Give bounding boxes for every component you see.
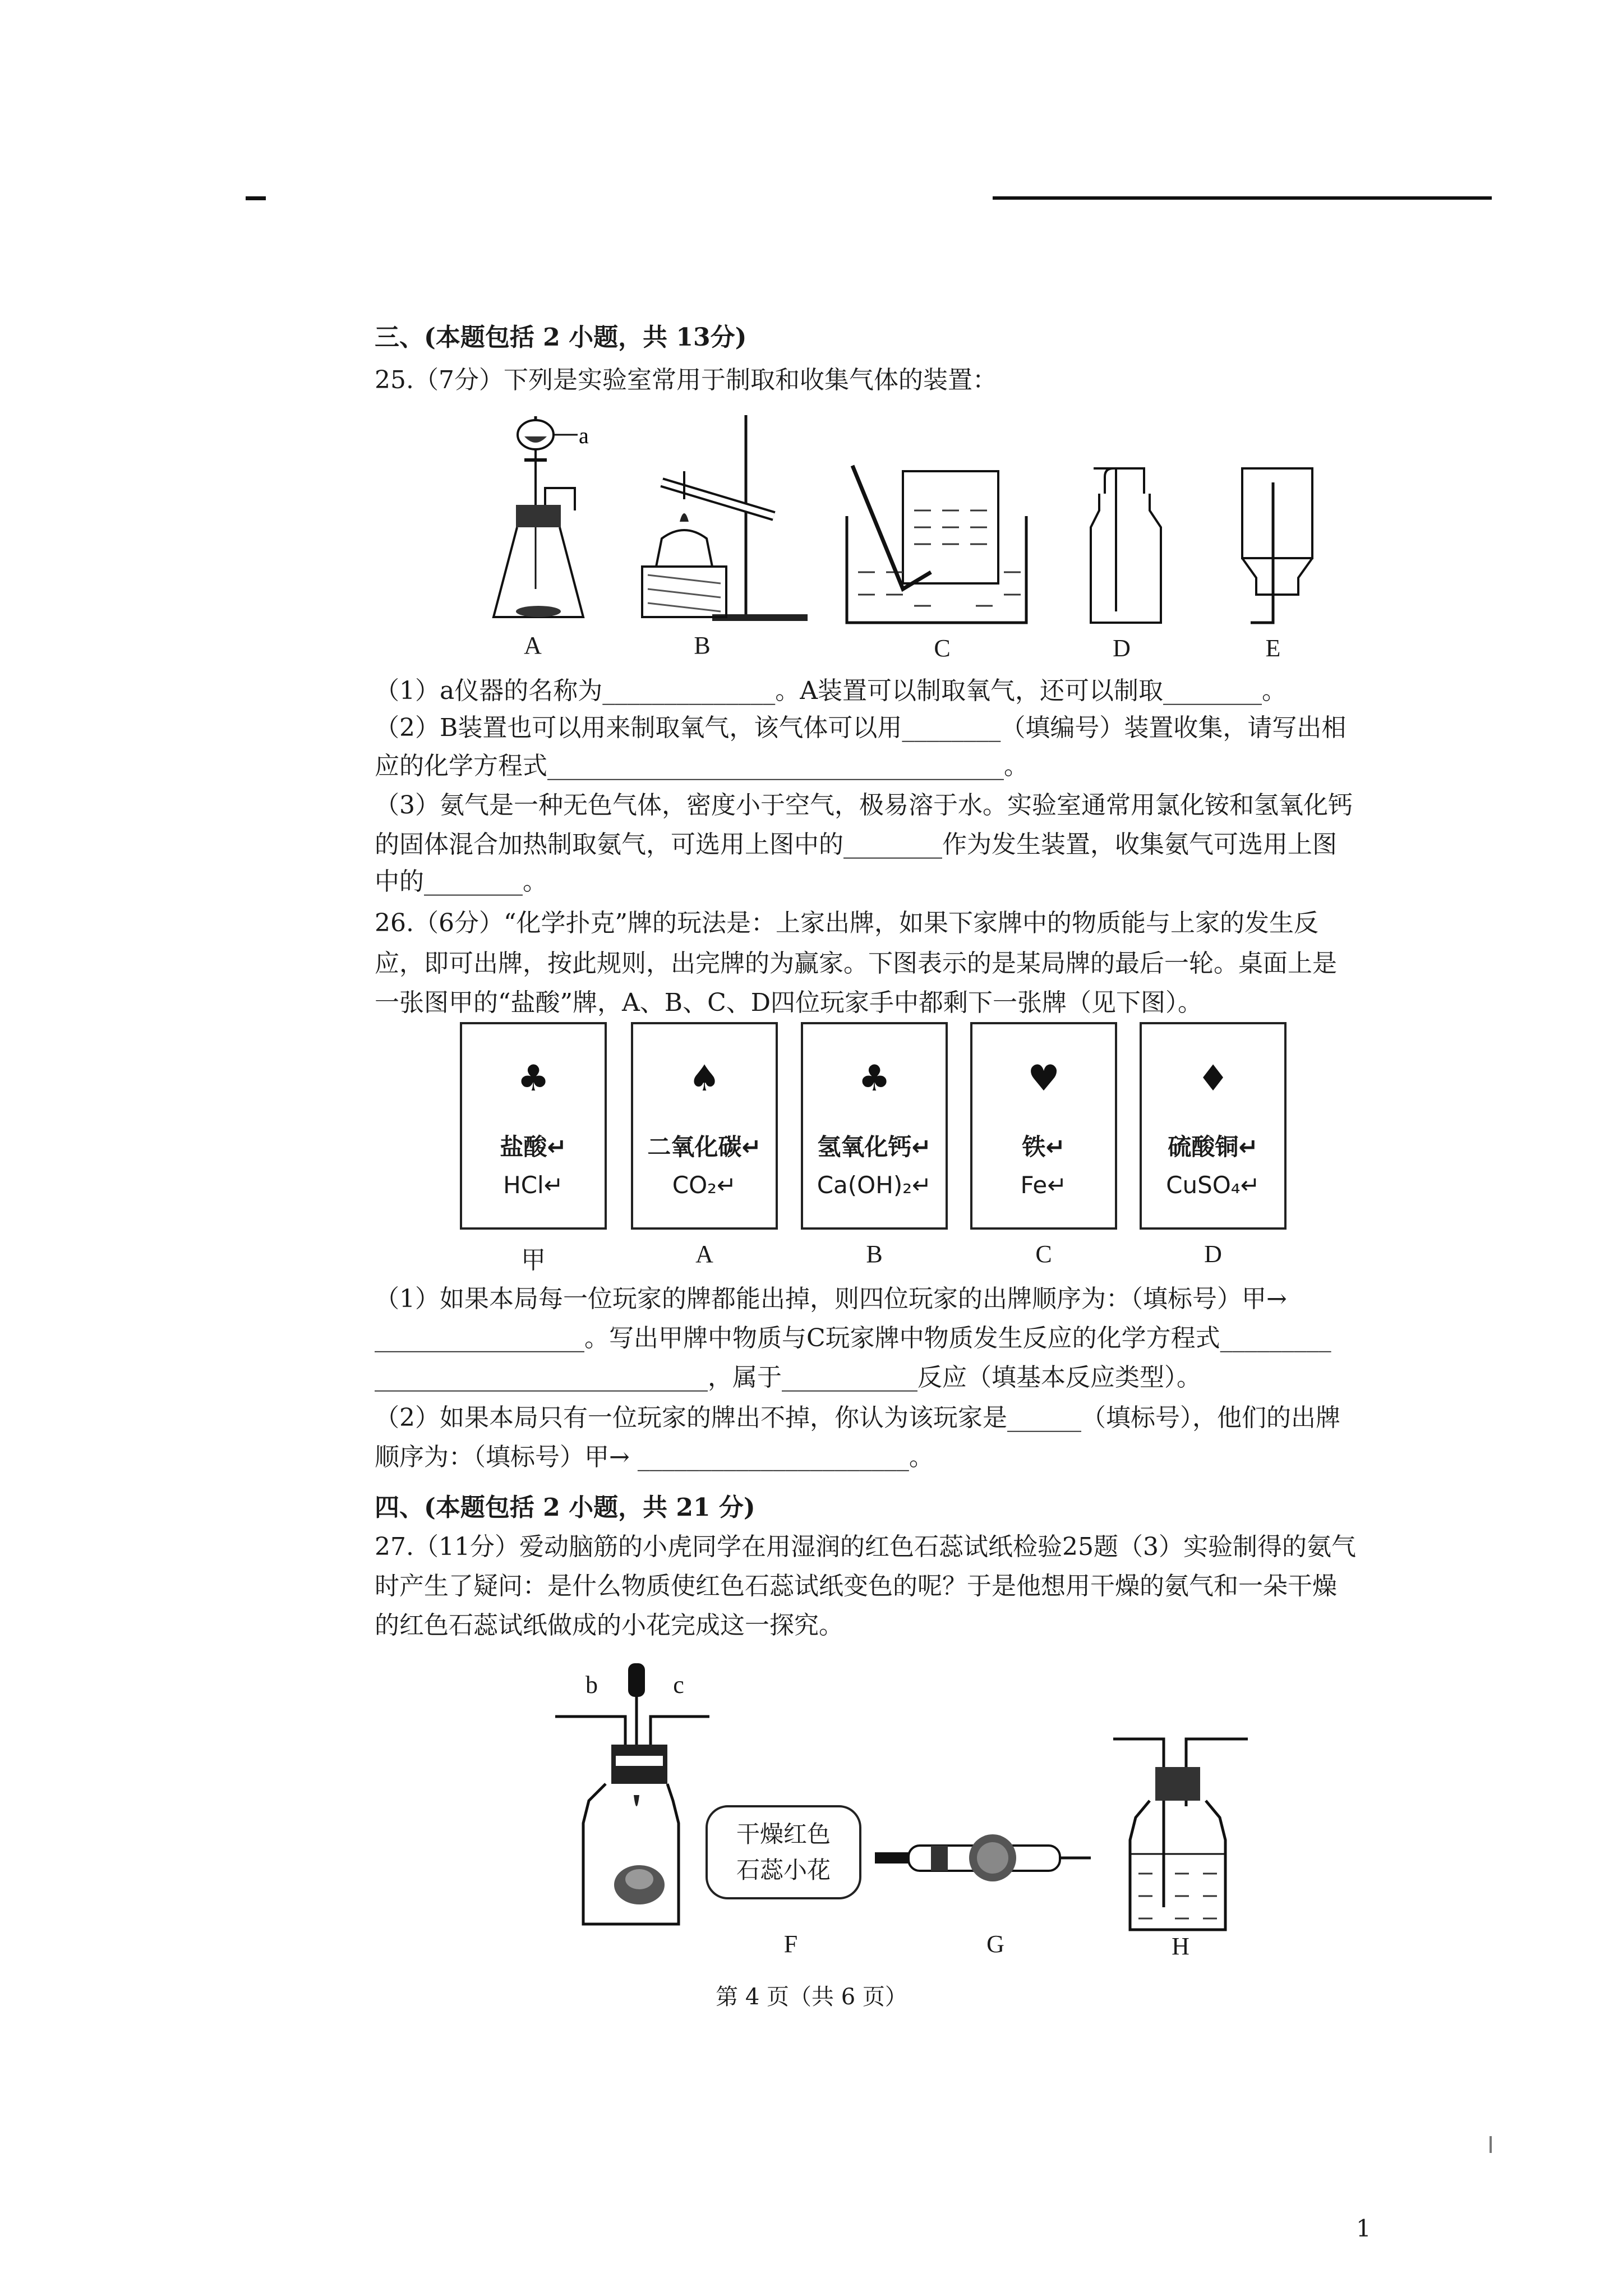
card-label-d: D <box>1204 1240 1222 1268</box>
apparatus-label-g: G <box>986 1930 1004 1958</box>
q27-stem-line1: 27.（11分）爱动脑筋的小虎同学在用湿润的红色石蕊试纸检验25题（3）实验制得的氨气 <box>375 1533 1356 1561</box>
apparatus-c-figure <box>841 460 1032 628</box>
page-footer: 第 4 页（共 6 页） <box>716 1984 907 2010</box>
callout-line-1: 干燥红色 <box>736 1820 831 1848</box>
dry-litmus-flower-callout <box>706 1805 861 1899</box>
section-3-heading: 三、(本题包括 2 小题，共 13分) <box>375 323 747 352</box>
apparatus-b-figure <box>628 404 796 634</box>
apparatus-a-figure <box>482 404 617 634</box>
apparatus-label-c: C <box>934 634 951 662</box>
card-jia <box>460 1022 607 1230</box>
card-name: 铁↵ <box>1022 1133 1066 1161</box>
q25-part1: （1）a仪器的名称为______________。A装置可以制取氧气，还可以制取________。 <box>375 677 1287 705</box>
card-name: 硫酸铜↵ <box>1168 1133 1258 1161</box>
q26-stem-line2: 应，即可出牌，按此规则，出完牌的为赢家。下图表示的是某局牌的最后一轮。桌面上是 <box>375 949 1337 978</box>
apparatus-g-figure <box>875 1829 1094 1890</box>
q26-part2-line1: （2）如果本局只有一位玩家的牌出不掉，你认为该玩家是______（填标号），他们的出牌 <box>375 1404 1340 1432</box>
q26-part1-line2: _________________。写出甲牌中物质与C玩家牌中物质发生反应的化学方程式_________ <box>375 1324 1331 1352</box>
card-formula: CuSO₄↵ <box>1166 1171 1260 1199</box>
a-marker-text: a <box>579 423 589 448</box>
card-label-a: A <box>695 1240 713 1268</box>
q27-stem-line2: 时产生了疑问：是什么物质使红色石蕊试纸变色的呢？于是他想用干燥的氨气和一朵干燥 <box>375 1572 1337 1600</box>
q25-part2-line1: （2）B装置也可以用来制取氧气，该气体可以用________（填编号）装置收集，请写出相 <box>375 714 1347 742</box>
card-d <box>1140 1022 1287 1230</box>
card-label-c: C <box>1035 1240 1052 1268</box>
card-a <box>631 1022 778 1230</box>
spade-icon: ♠ <box>688 1058 721 1099</box>
card-label-b: B <box>866 1240 883 1268</box>
apparatus-label-e: E <box>1265 634 1281 662</box>
club-icon: ♣ <box>517 1058 550 1099</box>
card-formula: Fe↵ <box>1020 1171 1067 1199</box>
q26-stem-line1: 26.（6分）“化学扑克”牌的玩法是：上家出牌，如果下家牌中的物质能与上家的发生反 <box>375 909 1318 937</box>
q26-stem-line3: 一张图甲的“盐酸”牌，A、B、C、D四位玩家手中都剩下一张牌（见下图）。 <box>375 988 1203 1017</box>
card-c <box>970 1022 1117 1230</box>
top-right-rule <box>993 196 1492 200</box>
apparatus-label-a: A <box>524 632 542 659</box>
callout-line-2: 石蕊小花 <box>736 1856 831 1884</box>
card-formula: Ca(OH)₂↵ <box>817 1171 932 1199</box>
card-name: 氢氧化钙↵ <box>817 1133 932 1161</box>
card-formula: HCl↵ <box>503 1171 564 1199</box>
apparatus-e-figure <box>1234 460 1318 628</box>
section-4-heading: 四、(本题包括 2 小题，共 21 分) <box>375 1493 755 1522</box>
heart-icon: ♥ <box>1027 1058 1060 1099</box>
apparatus-label-d: D <box>1113 634 1131 662</box>
apparatus-label-h: H <box>1172 1932 1189 1960</box>
q27-stem-line3: 的红色石蕊试纸做成的小花完成这一探究。 <box>375 1611 843 1640</box>
card-name: 二氧化碳↵ <box>647 1133 762 1161</box>
diamond-icon: ♦ <box>1197 1058 1229 1099</box>
top-left-mark <box>246 196 266 200</box>
card-label-jia: 甲 <box>521 1246 546 1274</box>
right-edge-mark <box>1490 2136 1492 2153</box>
q26-part1-line1: （1）如果本局每一位玩家的牌都能出掉，则四位玩家的出牌顺序为：（填标号）甲→ <box>375 1285 1287 1313</box>
tube-label-c: c <box>673 1671 684 1699</box>
apparatus-label-f: F <box>783 1930 798 1958</box>
card-b <box>801 1022 948 1230</box>
q25-part3-line1: （3）氨气是一种无色气体，密度小于空气，极易溶于水。实验室通常用氯化铵和氢氧化钙 <box>375 791 1353 820</box>
apparatus-d-figure <box>1082 460 1166 628</box>
apparatus-label-b: B <box>694 632 711 659</box>
q25-part3-line2: 的固体混合加热制取氨气，可选用上图中的________作为发生装置，收集氨气可选用上图 <box>375 830 1337 859</box>
page-number: 1 <box>1356 2215 1371 2242</box>
q25-stem: 25.（7分）下列是实验室常用于制取和收集气体的装置： <box>375 366 997 394</box>
q26-part1-line3: ___________________________，属于___________反应（填基本反应类型）。 <box>375 1363 1201 1392</box>
apparatus-h-figure <box>1113 1728 1248 1935</box>
card-name: 盐酸↵ <box>500 1133 567 1161</box>
club-icon: ♣ <box>858 1058 891 1099</box>
card-formula: CO₂↵ <box>672 1171 737 1199</box>
tube-label-b: b <box>585 1671 598 1699</box>
q26-part2-line2: 顺序为：（填标号）甲→ ______________________。 <box>375 1443 934 1471</box>
q25-part3-line3: 中的________。 <box>375 867 547 896</box>
q25-part2-line2: 应的化学方程式_____________________________________。 <box>375 752 1029 780</box>
